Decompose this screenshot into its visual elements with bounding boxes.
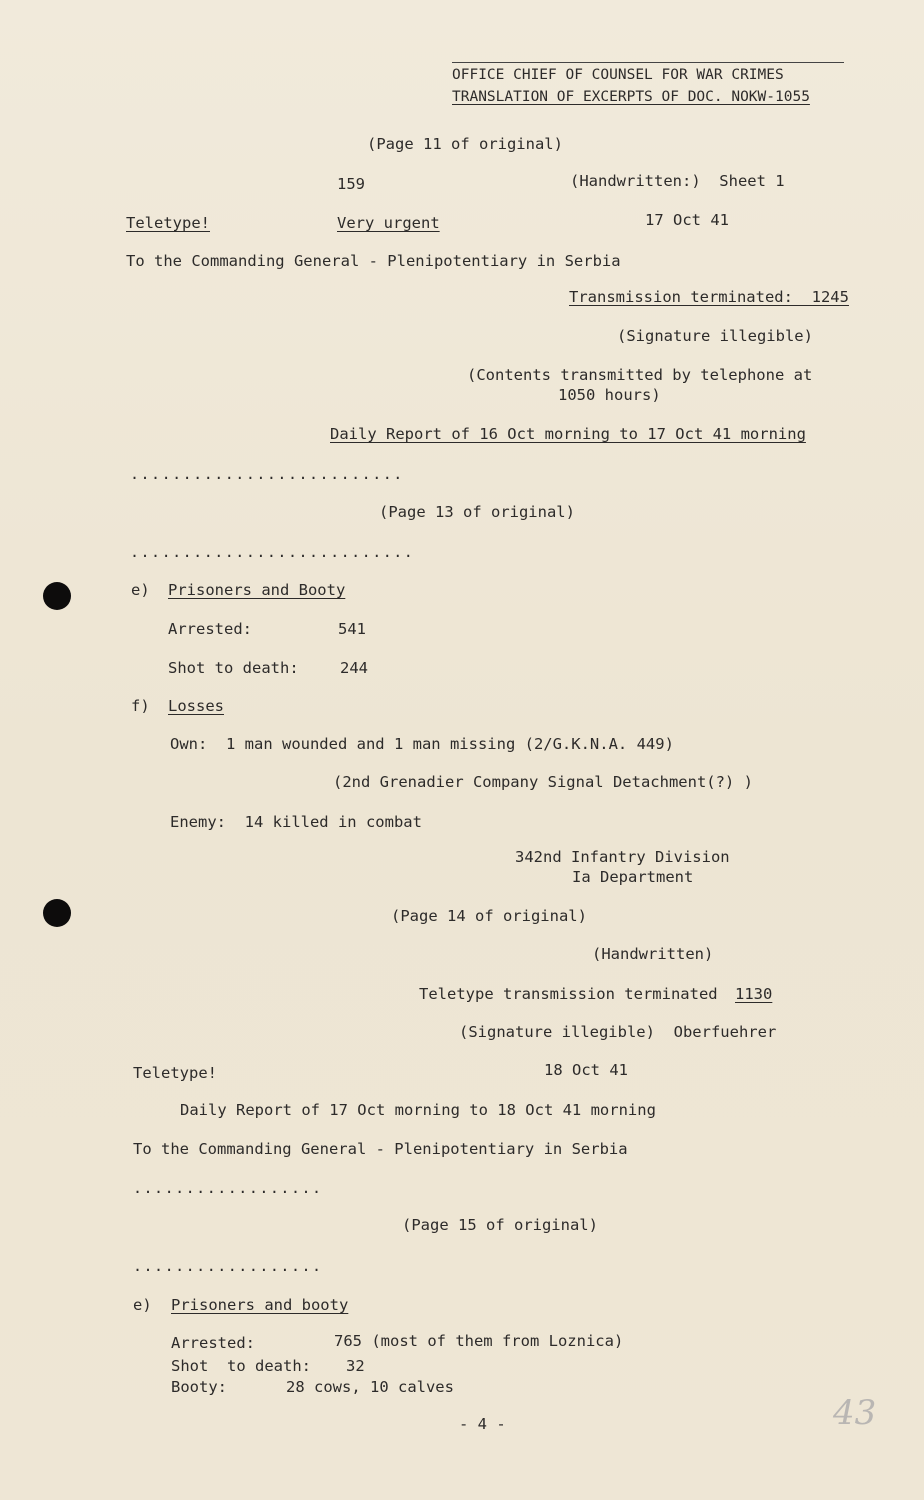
daily-report-title: Daily Report of 17 Oct morning to 18 Oct 41 morning xyxy=(180,1101,656,1119)
handwritten-page-number: 43 xyxy=(833,1393,877,1433)
date: 17 Oct 41 xyxy=(645,211,729,229)
handwritten-note: (Handwritten) xyxy=(592,945,714,963)
punch-hole xyxy=(43,582,71,610)
booty-value: 28 cows, 10 calves xyxy=(286,1378,454,1396)
arrested-value: 541 xyxy=(338,620,366,638)
punch-hole xyxy=(43,899,71,927)
own-losses: Own: 1 man wounded and 1 man missing (2/G.K.N.A. 449) xyxy=(170,735,674,753)
transmission-time: 1130 xyxy=(735,985,773,1003)
teletype-transmission: Teletype transmission terminated xyxy=(419,985,718,1003)
teletype-label: Teletype! xyxy=(126,214,210,232)
handwritten-sheet: (Handwritten:) Sheet 1 xyxy=(570,172,785,190)
header-rule xyxy=(452,62,844,63)
header-line-2: TRANSLATION OF EXCERPTS OF DOC. NOKW-1055 xyxy=(452,89,810,105)
shot-value: 32 xyxy=(346,1357,365,1375)
recipient-line: To the Commanding General - Plenipotentiary in Serbia xyxy=(126,252,621,270)
header-line-1: OFFICE CHIEF OF COUNSEL FOR WAR CRIMES xyxy=(452,67,784,83)
arrested-label: Arrested: xyxy=(171,1334,255,1352)
signature-line: (Signature illegible) Oberfuehrer xyxy=(459,1023,777,1041)
shot-value: 244 xyxy=(340,659,368,677)
arrested-label: Arrested: xyxy=(168,620,252,638)
page-reference: (Page 13 of original) xyxy=(379,503,575,521)
booty-label: Booty: xyxy=(171,1378,227,1396)
very-urgent: Very urgent xyxy=(337,214,440,232)
sheet-number: 159 xyxy=(337,175,365,193)
signature-illegible: (Signature illegible) xyxy=(617,327,813,345)
contents-note-line-2: 1050 hours) xyxy=(558,386,661,404)
date: 18 Oct 41 xyxy=(544,1061,628,1079)
transmission-terminated: Transmission terminated: 1245 xyxy=(569,288,849,306)
page-reference: (Page 11 of original) xyxy=(367,135,563,153)
ellipsis-divider: .......................... xyxy=(130,465,404,483)
item-label: f) xyxy=(131,697,150,715)
item-label: e) xyxy=(131,581,150,599)
recipient-line: To the Commanding General - Plenipotentiary in Serbia xyxy=(133,1140,628,1158)
ellipsis-divider: .................. xyxy=(133,1179,323,1197)
ellipsis-divider: ........................... xyxy=(130,543,415,561)
grenadier-note: (2nd Grenadier Company Signal Detachment(?) ) xyxy=(333,773,753,791)
item-label: e) xyxy=(133,1296,152,1314)
ellipsis-divider: .................. xyxy=(133,1257,323,1275)
section-title: Prisoners and Booty xyxy=(168,581,346,599)
enemy-losses: Enemy: 14 killed in combat xyxy=(170,813,422,831)
page-reference: (Page 15 of original) xyxy=(402,1216,598,1234)
section-title: Prisoners and booty xyxy=(171,1296,349,1314)
arrested-value: 765 (most of them from Loznica) xyxy=(334,1332,624,1350)
contents-note-line-1: (Contents transmitted by telephone at xyxy=(467,366,813,384)
shot-label: Shot to death: xyxy=(168,659,299,677)
teletype-label: Teletype! xyxy=(133,1064,217,1082)
division-line-2: Ia Department xyxy=(572,868,694,886)
daily-report-title: Daily Report of 16 Oct morning to 17 Oct 41 morning xyxy=(330,425,806,443)
page-number: - 4 - xyxy=(459,1415,506,1433)
division-line-1: 342nd Infantry Division xyxy=(515,848,730,866)
shot-label: Shot to death: xyxy=(171,1357,311,1375)
section-title: Losses xyxy=(168,697,224,715)
page-reference: (Page 14 of original) xyxy=(391,907,587,925)
